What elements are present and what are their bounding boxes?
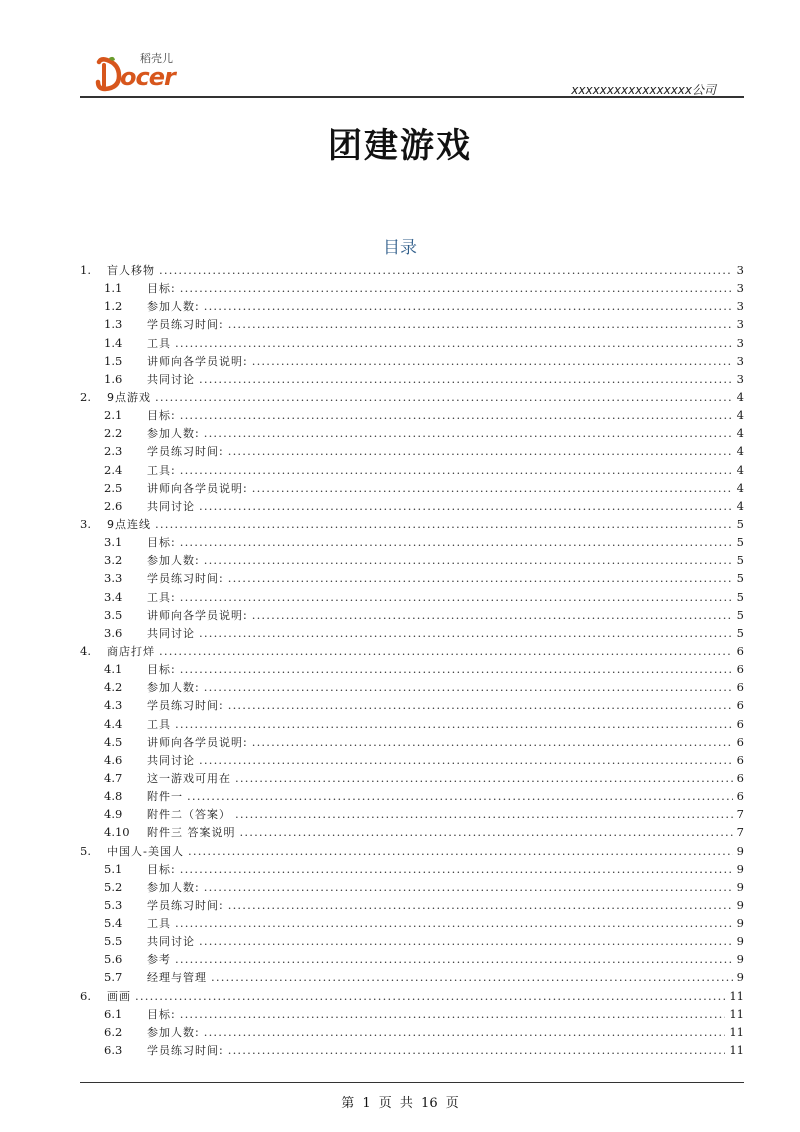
toc-entry-text: 工具: [147, 717, 171, 731]
toc-leader-dots: [199, 497, 733, 515]
toc-entry-text: 目标:: [147, 663, 176, 677]
toc-entry[interactable]: [80, 787, 744, 805]
toc-entry-number: 3.1: [104, 535, 123, 550]
toc-entry-text: 学员练习时间:: [147, 699, 224, 713]
toc-leader-dots: [199, 370, 733, 388]
toc-entry-text: 参加人数:: [147, 1025, 200, 1039]
toc-entry[interactable]: [80, 569, 744, 587]
toc-entry-text: 附件三 答案说明: [147, 826, 236, 840]
toc-entry-page: 6: [736, 680, 744, 695]
toc-entry-number: 4.4: [104, 716, 123, 731]
toc-entry[interactable]: [80, 1005, 744, 1023]
toc-entry-text: 工具: [147, 917, 171, 931]
toc-entry-number: 3.5: [104, 607, 123, 622]
toc-entry[interactable]: [80, 497, 744, 515]
toc-entry-number: 4.7: [104, 770, 123, 785]
toc-entry-text: 商店打烊: [107, 644, 155, 658]
toc-entry-text: 附件二（答案）: [147, 808, 231, 822]
toc-entry-page: 11: [729, 1043, 744, 1058]
toc-entry-page: 5: [736, 516, 744, 531]
toc-leader-dots: [180, 279, 733, 297]
table-of-contents: [80, 261, 744, 1059]
toc-entry-page: 11: [729, 1024, 744, 1039]
toc-entry-text: 共同讨论: [147, 626, 195, 640]
toc-heading: 目录: [383, 238, 417, 258]
toc-leader-dots: [155, 388, 733, 406]
toc-leader-dots: [228, 696, 733, 714]
toc-entry[interactable]: [80, 715, 744, 733]
page-footer: 第 1 页 共 16 页: [341, 1096, 459, 1111]
toc-entry[interactable]: [80, 551, 744, 569]
toc-entry[interactable]: [80, 1041, 744, 1059]
toc-leader-dots: [180, 533, 733, 551]
toc-leader-dots: [175, 334, 733, 352]
toc-entry-number: 2.3: [104, 444, 123, 459]
toc-entry-number: 5.5: [104, 934, 123, 949]
toc-entry-page: 9: [736, 879, 744, 894]
toc-entry-text: 共同讨论: [147, 935, 195, 949]
toc-entry-number: 4.9: [104, 807, 123, 822]
toc-entry-page: 6: [736, 770, 744, 785]
toc-entry-text: 参加人数:: [147, 300, 200, 314]
toc-entry-text: 这一游戏可用在: [147, 771, 231, 785]
toc-leader-dots: [180, 860, 733, 878]
toc-entry[interactable]: [80, 406, 744, 424]
toc-leader-dots: [228, 315, 733, 333]
docer-logo-icon: [95, 56, 123, 92]
toc-entry-text: 目标:: [147, 1007, 176, 1021]
toc-entry-number: 5.3: [104, 897, 123, 912]
toc-entry-text: 讲师向各学员说明:: [147, 735, 248, 749]
toc-entry[interactable]: [80, 261, 744, 279]
toc-entry-text: 目标:: [147, 536, 176, 550]
document-title: 团建游戏: [328, 126, 472, 166]
toc-entry[interactable]: [80, 914, 744, 932]
toc-entry-text: 工具:: [147, 590, 176, 604]
toc-entry-page: 3: [736, 263, 744, 277]
toc-entry-number: 1.6: [104, 371, 123, 386]
toc-entry-text: 讲师向各学员说明:: [147, 608, 248, 622]
toc-entry-number: 5.1: [104, 861, 123, 876]
toc-leader-dots: [175, 715, 733, 733]
toc-entry-number: 2.1: [104, 408, 123, 423]
logo-small-text: 稻壳儿: [140, 52, 173, 65]
toc-entry-number: 2.6: [104, 498, 123, 513]
toc-entry[interactable]: [80, 696, 744, 714]
toc-entry-number: 6.2: [104, 1024, 123, 1039]
toc-entry-number: 3.: [80, 516, 91, 531]
toc-entry[interactable]: [80, 352, 744, 370]
toc-entry-text: 目标:: [147, 862, 176, 876]
toc-entry-text: 参加人数:: [147, 554, 200, 568]
toc-leader-dots: [180, 406, 733, 424]
toc-entry[interactable]: [80, 823, 744, 841]
toc-entry-number: 4.8: [104, 789, 123, 804]
toc-entry-number: 2.2: [104, 426, 123, 441]
toc-entry[interactable]: [80, 461, 744, 479]
toc-entry-text: 工具: [147, 336, 171, 350]
toc-entry-number: 4.2: [104, 680, 123, 695]
toc-entry-page: 5: [736, 571, 744, 586]
toc-leader-dots: [155, 515, 733, 533]
toc-leader-dots: [228, 442, 733, 460]
toc-leader-dots: [204, 424, 733, 442]
toc-entry-page: 4: [736, 408, 744, 423]
toc-entry-number: 1.3: [104, 317, 123, 332]
toc-entry-number: 3.2: [104, 553, 123, 568]
toc-leader-dots: [180, 588, 733, 606]
toc-entry[interactable]: [80, 751, 744, 769]
toc-entry-page: 3: [736, 299, 744, 314]
toc-entry[interactable]: [80, 805, 744, 823]
toc-entry[interactable]: [80, 987, 744, 1005]
toc-entry-page: 6: [736, 789, 744, 804]
toc-entry-text: 学员练习时间:: [147, 572, 224, 586]
toc-leader-dots: [159, 642, 733, 660]
toc-entry-number: 5.: [80, 843, 91, 858]
toc-entry-page: 9: [736, 916, 744, 931]
toc-entry-text: 讲师向各学员说明:: [147, 481, 248, 495]
toc-entry-page: 5: [736, 535, 744, 550]
toc-entry-text: 学员练习时间:: [147, 898, 224, 912]
toc-entry-number: 3.4: [104, 589, 123, 604]
toc-entry-number: 1.2: [104, 299, 123, 314]
toc-entry-page: 6: [736, 698, 744, 713]
toc-leader-dots: [199, 932, 733, 950]
toc-leader-dots: [204, 1023, 726, 1041]
toc-entry[interactable]: [80, 279, 744, 297]
toc-entry-text: 参考: [147, 953, 171, 967]
toc-entry-number: 6.3: [104, 1043, 123, 1058]
toc-entry-text: 目标:: [147, 282, 176, 296]
toc-entry-text: 画画: [107, 989, 131, 1003]
toc-entry[interactable]: [80, 334, 744, 352]
toc-entry-page: 6: [736, 662, 744, 677]
toc-entry-page: 3: [736, 353, 744, 368]
toc-entry-text: 经理与管理: [147, 971, 207, 985]
toc-leader-dots: [199, 751, 733, 769]
toc-leader-dots: [135, 987, 725, 1005]
toc-entry-number: 1.4: [104, 335, 123, 350]
toc-entry[interactable]: [80, 733, 744, 751]
toc-leader-dots: [235, 769, 733, 787]
toc-leader-dots: [180, 660, 733, 678]
toc-leader-dots: [187, 787, 733, 805]
header-divider: [80, 96, 744, 98]
toc-entry[interactable]: [80, 896, 744, 914]
toc-entry-text: 讲师向各学员说明:: [147, 354, 248, 368]
toc-entry-number: 4.1: [104, 662, 123, 677]
toc-entry-number: 1.: [80, 263, 91, 277]
toc-entry-text: 参加人数:: [147, 880, 200, 894]
toc-entry-number: 2.5: [104, 480, 123, 495]
toc-entry-text: 盲人移物: [107, 264, 155, 277]
toc-entry-page: 9: [736, 897, 744, 912]
toc-entry[interactable]: [80, 769, 744, 787]
toc-entry[interactable]: [80, 660, 744, 678]
toc-entry[interactable]: [80, 533, 744, 551]
toc-entry-number: 5.4: [104, 916, 123, 931]
toc-entry-text: 参加人数:: [147, 427, 200, 441]
toc-entry[interactable]: [80, 968, 744, 986]
toc-entry-page: 9: [736, 934, 744, 949]
toc-entry-number: 5.7: [104, 970, 123, 985]
toc-entry-text: 9点连线: [107, 517, 151, 531]
toc-entry-page: 6: [736, 716, 744, 731]
footer-divider: [80, 1082, 744, 1083]
toc-entry-text: 学员练习时间:: [147, 318, 224, 332]
toc-leader-dots: [204, 878, 733, 896]
toc-entry-page: 3: [736, 335, 744, 350]
toc-leader-dots: [175, 914, 733, 932]
toc-entry[interactable]: [80, 878, 744, 896]
toc-entry-page: 3: [736, 281, 744, 296]
toc-entry-page: 9: [736, 843, 744, 858]
toc-entry-number: 3.3: [104, 571, 123, 586]
toc-entry-page: 7: [736, 807, 744, 822]
toc-entry-number: 2.4: [104, 462, 123, 477]
toc-leader-dots: [159, 261, 733, 279]
toc-entry-page: 4: [736, 389, 744, 404]
toc-entry[interactable]: [80, 950, 744, 968]
toc-entry-page: 4: [736, 444, 744, 459]
toc-entry-page: 3: [736, 317, 744, 332]
toc-entry-page: 4: [736, 480, 744, 495]
toc-entry[interactable]: [80, 479, 744, 497]
toc-entry[interactable]: [80, 315, 744, 333]
toc-entry[interactable]: [80, 297, 744, 315]
toc-leader-dots: [180, 461, 733, 479]
toc-entry-number: 1.5: [104, 353, 123, 368]
toc-entry-page: 6: [736, 643, 744, 658]
toc-entry-number: 4.6: [104, 752, 123, 767]
toc-entry[interactable]: [80, 442, 744, 460]
toc-entry[interactable]: [80, 606, 744, 624]
toc-entry[interactable]: [80, 1023, 744, 1041]
toc-entry[interactable]: [80, 842, 744, 860]
toc-entry-page: 7: [736, 825, 744, 840]
toc-entry-page: 6: [736, 752, 744, 767]
toc-leader-dots: [252, 606, 733, 624]
toc-leader-dots: [211, 968, 733, 986]
toc-entry-page: 6: [736, 734, 744, 749]
toc-entry[interactable]: [80, 588, 744, 606]
toc-entry-page: 5: [736, 589, 744, 604]
toc-entry-page: 11: [729, 1006, 744, 1021]
toc-entry-number: 6.1: [104, 1006, 123, 1021]
toc-entry-page: 5: [736, 625, 744, 640]
toc-entry[interactable]: [80, 642, 744, 660]
toc-entry-page: 5: [736, 607, 744, 622]
toc-entry-page: 9: [736, 970, 744, 985]
toc-entry-number: 1.1: [104, 281, 123, 296]
toc-entry-number: 4.5: [104, 734, 123, 749]
toc-entry-text: 学员练习时间:: [147, 1044, 224, 1058]
toc-entry-text: 9点游戏: [107, 390, 151, 404]
toc-entry-number: 6.: [80, 988, 91, 1003]
toc-leader-dots: [228, 569, 733, 587]
toc-entry-page: 4: [736, 462, 744, 477]
toc-entry-page: 9: [736, 861, 744, 876]
toc-entry-text: 共同讨论: [147, 499, 195, 513]
toc-leader-dots: [204, 678, 733, 696]
toc-entry-text: 目标:: [147, 409, 176, 423]
toc-leader-dots: [252, 733, 733, 751]
toc-entry-text: 附件一: [147, 790, 183, 804]
logo-word: ocer: [120, 63, 175, 91]
toc-entry-number: 4.10: [104, 825, 130, 840]
toc-entry-text: 工具:: [147, 463, 176, 477]
toc-leader-dots: [252, 352, 733, 370]
toc-leader-dots: [188, 842, 733, 860]
toc-entry-text: 共同讨论: [147, 753, 195, 767]
toc-entry[interactable]: [80, 424, 744, 442]
toc-entry[interactable]: [80, 370, 744, 388]
toc-entry-number: 2.: [80, 389, 91, 404]
toc-entry[interactable]: [80, 678, 744, 696]
toc-leader-dots: [204, 551, 733, 569]
toc-entry-number: 3.6: [104, 625, 123, 640]
toc-leader-dots: [228, 1041, 726, 1059]
toc-entry-number: 5.6: [104, 952, 123, 967]
toc-entry-page: 9: [736, 952, 744, 967]
toc-entry[interactable]: [80, 515, 744, 533]
toc-entry-page: 5: [736, 553, 744, 568]
toc-entry-text: 共同讨论: [147, 372, 195, 386]
toc-entry-page: 4: [736, 498, 744, 513]
toc-entry-number: 4.: [80, 643, 91, 658]
toc-leader-dots: [180, 1005, 726, 1023]
toc-entry[interactable]: [80, 860, 744, 878]
toc-leader-dots: [240, 823, 733, 841]
toc-leader-dots: [175, 950, 733, 968]
toc-entry[interactable]: [80, 932, 744, 950]
toc-leader-dots: [252, 479, 733, 497]
toc-leader-dots: [199, 624, 733, 642]
toc-entry-page: 3: [736, 371, 744, 386]
toc-entry-page: 11: [729, 988, 744, 1003]
toc-leader-dots: [204, 297, 733, 315]
company-name: xxxxxxxxxxxxxxxxx公司: [571, 83, 716, 97]
toc-entry-number: 4.3: [104, 698, 123, 713]
toc-entry[interactable]: [80, 388, 744, 406]
toc-leader-dots: [235, 805, 733, 823]
toc-entry-page: 4: [736, 426, 744, 441]
toc-entry-text: 参加人数:: [147, 681, 200, 695]
toc-leader-dots: [228, 896, 733, 914]
toc-entry-number: 5.2: [104, 879, 123, 894]
toc-entry-text: 中国人-美国人: [107, 844, 184, 858]
toc-entry[interactable]: [80, 624, 744, 642]
toc-entry-text: 学员练习时间:: [147, 445, 224, 459]
